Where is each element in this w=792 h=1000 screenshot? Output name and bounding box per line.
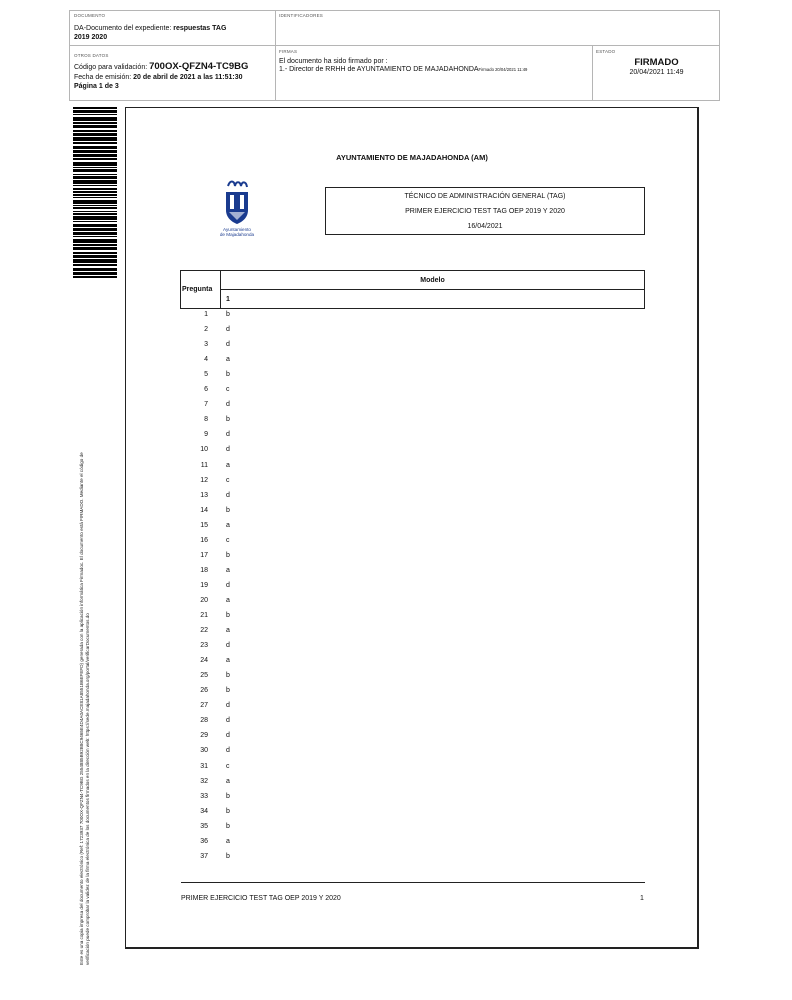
question-number: 8 (204, 416, 208, 424)
exam-info-box (325, 187, 645, 235)
answer-letter: b (226, 822, 230, 830)
logo-caption-line1: Ayuntamiento (222, 227, 251, 232)
answer-letter: c (226, 386, 230, 394)
answer-letter: b (226, 416, 230, 424)
answer-letter: b (226, 551, 230, 559)
answer-letter: c (226, 762, 230, 770)
exam-date: 16/04/2021 (467, 223, 503, 230)
barcode (73, 107, 117, 277)
answer-letter: b (226, 687, 230, 695)
otros-datos-caption: OTROS DATOS (74, 53, 109, 58)
question-number: 16 (200, 536, 208, 544)
verification-note (79, 305, 91, 965)
question-number: 9 (204, 431, 208, 439)
header-divider-v1 (275, 10, 276, 101)
question-number: 20 (200, 596, 208, 604)
fecha-prefix: Fecha de emisión: (74, 74, 134, 81)
codigo-prefix: Código para validación: (74, 64, 150, 71)
question-number: 36 (200, 837, 208, 845)
logo-caption (205, 227, 269, 237)
answer-letter: a (226, 777, 230, 785)
answer-letter: d (226, 702, 230, 710)
question-number: 37 (200, 852, 208, 860)
exam-title: TÉCNICO DE ADMINISTRACIÓN GENERAL (TAG) (404, 193, 566, 200)
question-number: 18 (200, 566, 208, 574)
question-number: 6 (204, 386, 208, 394)
fecha-emision (74, 73, 243, 82)
question-number: 2 (204, 326, 208, 334)
answer-letter: a (226, 566, 230, 574)
answer-letter: d (226, 717, 230, 725)
verification-note-line1: Este es una copia impresa del documento electrónico (Ref: 1723937 700OX-QFZN4-TC9BG 2554885B92B8C9465E4D4A0ACE81A8551B6EFEFD) generada con la aplicación informática Firmadoc. El documento está FIRMADO. Mediante el código de (79, 452, 84, 965)
answer-letter: b (226, 506, 230, 514)
answer-letter: c (226, 476, 230, 484)
question-number: 28 (200, 717, 208, 725)
header-divider-h (69, 45, 720, 46)
answer-letter: a (226, 356, 230, 364)
answer-letter: a (226, 837, 230, 845)
estado-value: FIRMADO (634, 57, 679, 68)
answer-letter: d (226, 401, 230, 409)
answer-letter: a (226, 521, 230, 529)
estado-caption: ESTADO (596, 49, 616, 54)
pagina-label: Página 1 de 3 (74, 83, 119, 90)
codigo-validacion (74, 61, 248, 72)
firmante: 1.- Director de RRHH de AYUNTAMIENTO DE MAJADAHONDA (279, 66, 479, 73)
answer-letter: d (226, 747, 230, 755)
answer-letter: d (226, 341, 230, 349)
question-number: 4 (204, 356, 208, 364)
question-number: 31 (200, 762, 208, 770)
firmas-line2 (279, 65, 527, 74)
question-number: 29 (200, 732, 208, 740)
question-number: 24 (200, 657, 208, 665)
answer-letter: d (226, 431, 230, 439)
question-number: 26 (200, 687, 208, 695)
exam-subtitle: PRIMER EJERCICIO TEST TAG OEP 2019 Y 2020 (405, 208, 565, 215)
firmas-line1: El documento ha sido firmado por : (279, 58, 388, 65)
question-number: 1 (204, 311, 208, 318)
question-number: 13 (200, 491, 208, 499)
question-number: 32 (200, 777, 208, 785)
answer-letter: d (226, 642, 230, 650)
footer-rule (181, 882, 645, 883)
question-number: 3 (204, 341, 208, 349)
question-number: 33 (200, 792, 208, 800)
question-number: 30 (200, 747, 208, 755)
question-number: 10 (200, 446, 208, 454)
table-divider-horizontal (220, 289, 645, 290)
answer-letter: b (226, 852, 230, 860)
question-number: 7 (204, 401, 208, 409)
answer-letter: b (226, 371, 230, 379)
question-number: 17 (200, 551, 208, 559)
answer-letter: b (226, 807, 230, 815)
answer-letter: b (226, 612, 230, 619)
logo-caption-line2: de Majadahonda (219, 232, 255, 237)
question-number: 12 (200, 476, 208, 484)
answer-letter: a (226, 627, 230, 635)
answer-letter: a (226, 657, 230, 665)
model-number: 1 (226, 296, 230, 303)
codigo-value[interactable]: 700OX-QFZN4-TC9BG (149, 61, 249, 72)
documento-line2: 2019 2020 (74, 34, 108, 41)
answer-letter: d (226, 732, 230, 740)
col-pregunta: Pregunta (182, 286, 213, 293)
estado-date: 20/04/2021 11:49 (629, 69, 684, 76)
answer-letter: c (226, 536, 230, 544)
firmas-caption: FIRMAS (279, 49, 298, 54)
question-number: 21 (200, 612, 208, 619)
answer-letter: b (226, 311, 230, 318)
barcode-stripe (73, 276, 117, 278)
answer-letter: d (226, 326, 230, 334)
answer-letter: b (226, 672, 230, 680)
documento-bold: respuestas TAG (173, 25, 227, 32)
col-modelo: Modelo (420, 277, 445, 284)
question-number: 35 (200, 822, 208, 830)
firma-fecha: Firmado 20/04/2021 11:49 (478, 67, 528, 72)
answer-letter: b (226, 792, 230, 800)
question-number: 19 (200, 581, 208, 589)
organization-title: AYUNTAMIENTO DE MAJADAHONDA (AM) (336, 153, 488, 162)
answer-letter: d (226, 446, 230, 454)
question-number: 27 (200, 702, 208, 710)
footer-title: PRIMER EJERCICIO TEST TAG OEP 2019 Y 2020 (181, 895, 341, 902)
documento-caption: DOCUMENTO (74, 13, 106, 18)
question-number: 23 (200, 642, 208, 650)
question-number: 34 (200, 807, 208, 815)
fecha-value: 20 de abril de 2021 a las 11:51:30 (133, 74, 243, 81)
question-number: 22 (200, 627, 208, 635)
documento-text (74, 24, 269, 42)
answer-letter: d (226, 491, 230, 499)
question-number: 15 (200, 521, 208, 529)
documento-prefix: DA-Documento del expediente: (74, 25, 174, 32)
question-number: 14 (200, 506, 208, 514)
identificadores-caption: IDENTIFICADORES (279, 13, 324, 18)
question-number: 5 (204, 371, 208, 379)
page-number: 1 (640, 895, 644, 902)
verification-note-line2: verificación puede comprobar la validez de la firma electrónica de los documentos firmados en la dirección web: https://sede.majadahonda.org/portal/verificarDocumentos.do (85, 613, 90, 965)
answer-letter: a (226, 596, 230, 604)
answer-letter: a (226, 461, 230, 469)
answer-letter: d (226, 581, 230, 589)
question-number: 11 (200, 461, 208, 469)
question-number: 25 (200, 672, 208, 680)
